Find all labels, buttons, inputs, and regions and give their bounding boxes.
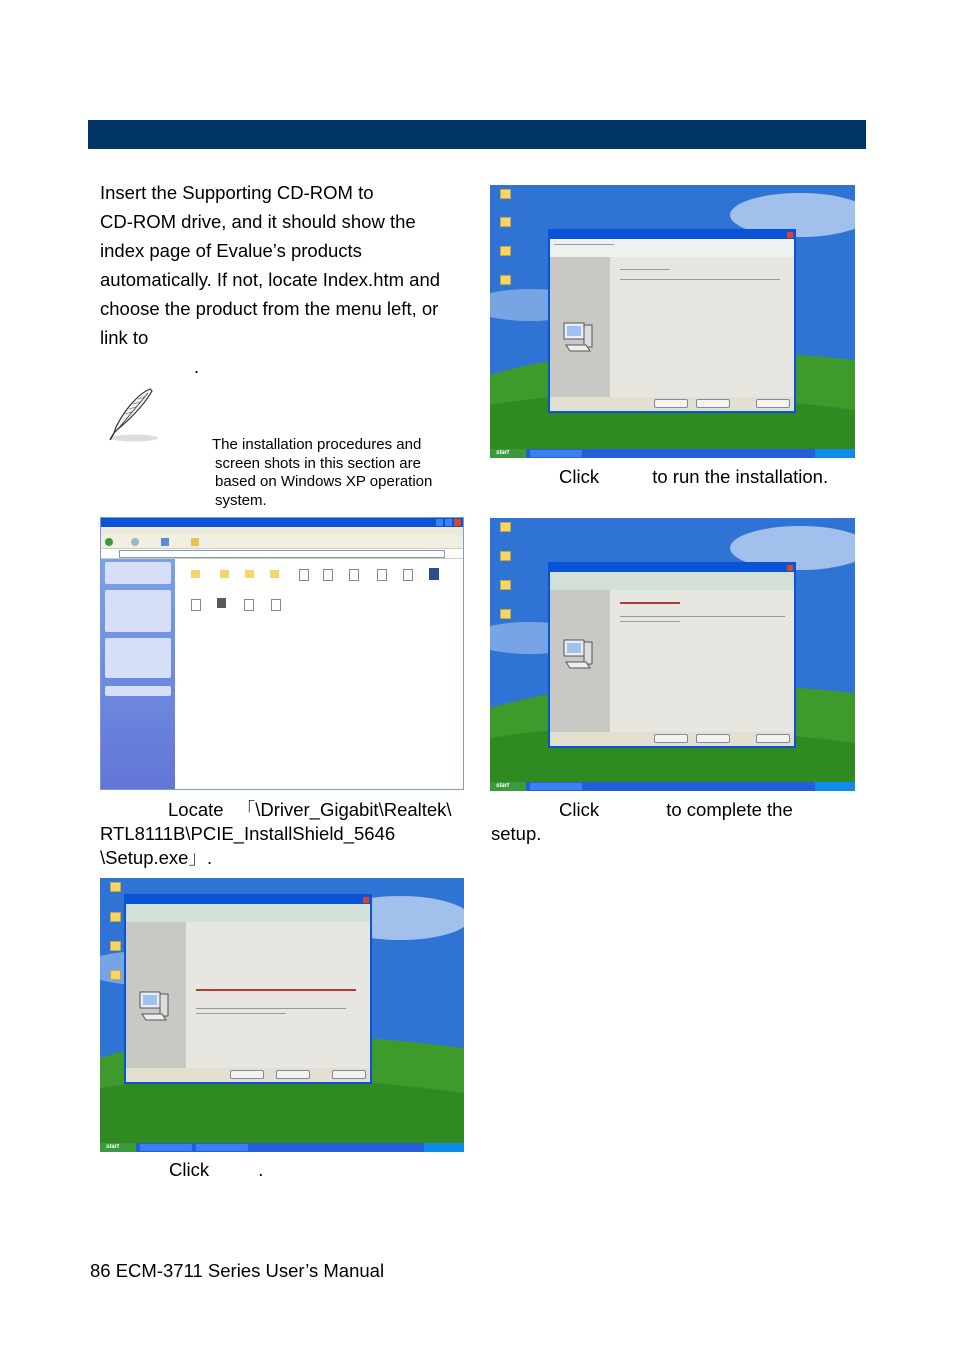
maximize-icon: [445, 519, 452, 526]
install-caption: [559, 465, 828, 489]
note-line: The installation procedures and: [212, 436, 422, 453]
explorer-screenshot: [100, 517, 464, 790]
desktop-icon: [110, 882, 121, 892]
intro-line: choose the product from the menu left, or: [100, 298, 439, 319]
intro-line: automatically. If not, locate Index.htm and: [100, 269, 441, 290]
wizard-header: [126, 904, 370, 922]
taskbar-item[interactable]: [196, 1144, 248, 1151]
task-pane: [101, 559, 175, 789]
file-icon: [403, 569, 413, 581]
wizard-window: [548, 229, 796, 413]
desktop-icon: [110, 970, 121, 980]
desktop-icon: [500, 551, 511, 561]
note-quill-icon: [100, 383, 162, 445]
note-line: based on Windows XP operation: [215, 473, 433, 490]
computer-icon: [562, 319, 596, 353]
wizard-content: [610, 257, 794, 397]
folder-icon: [191, 570, 200, 578]
start-button[interactable]: start: [490, 449, 526, 458]
folder-icon: [270, 570, 279, 578]
system-tray: [815, 449, 855, 458]
caption-suffix-line2: setup.: [491, 823, 542, 844]
back-button[interactable]: [654, 734, 688, 743]
close-icon: [787, 232, 793, 238]
click-text: Click: [169, 1159, 210, 1180]
file-icon: [377, 569, 387, 581]
desktop-icon: [110, 912, 121, 922]
intro-line: link to: [100, 327, 149, 348]
desktop-icon: [500, 522, 511, 532]
locate-caption: [100, 798, 470, 870]
intro-paragraph: [100, 178, 465, 381]
close-icon: [363, 897, 369, 903]
page-footer: 86 ECM-3711 Series User’s Manual: [90, 1260, 385, 1281]
window-titlebar: [101, 518, 463, 527]
intro-line: .: [194, 356, 200, 377]
welcome-wizard-screenshot: [100, 878, 464, 1152]
setup-exe-icon: [217, 598, 226, 608]
desktop-icon: [500, 189, 511, 199]
file-icon: [323, 569, 333, 581]
wizard-body-text: [620, 279, 780, 280]
close-icon: [787, 565, 793, 571]
next-button[interactable]: [276, 1070, 310, 1079]
desktop-icon: [110, 941, 121, 951]
locate-prefix: Locate: [168, 799, 224, 820]
note-line: screen shots in this section are: [215, 454, 421, 472]
intro-line: Insert the Supporting CD-ROM to: [100, 182, 374, 203]
wizard-footer: [550, 732, 794, 746]
wizard-heading-text: [554, 244, 614, 245]
note-text: [212, 436, 462, 510]
click-text: Click: [559, 466, 600, 487]
install-button[interactable]: [696, 399, 730, 408]
wizard-heading-text: [620, 602, 680, 604]
back-button[interactable]: [230, 1070, 264, 1079]
start-button[interactable]: start: [100, 1143, 136, 1152]
folder-icon: [220, 570, 229, 578]
taskbar-item[interactable]: [140, 1144, 192, 1151]
desktop-icon: [500, 246, 511, 256]
desktop-icon: [500, 580, 511, 590]
wizard-titlebar: [126, 896, 370, 904]
cancel-button[interactable]: [756, 399, 790, 408]
taskbar-item[interactable]: [530, 450, 582, 457]
caption-suffix: .: [258, 1159, 264, 1180]
wizard-titlebar: [550, 564, 794, 572]
wizard-header: [550, 239, 794, 257]
file-icon: [191, 599, 201, 611]
ready-to-install-screenshot: [490, 185, 855, 458]
back-button[interactable]: [654, 399, 688, 408]
desktop-icon: [500, 609, 511, 619]
wizard-body-text: [620, 621, 680, 622]
locate-path-line: 「\Driver_Gigabit\Realtek\: [236, 799, 452, 820]
wizard-window: [548, 562, 796, 748]
caption-suffix: to complete the: [666, 799, 793, 820]
click-text: Click: [559, 799, 600, 820]
computer-icon: [138, 988, 172, 1022]
toolbar: [101, 535, 463, 549]
address-bar: [101, 549, 463, 559]
intro-line: CD-ROM drive, and it should show the: [100, 211, 416, 232]
start-button[interactable]: start: [490, 782, 526, 791]
section-header-bar: [88, 120, 866, 149]
caption-suffix: to run the installation.: [652, 466, 829, 487]
wizard-content: [610, 590, 794, 732]
file-icon: [271, 599, 281, 611]
wizard-content: [186, 922, 370, 1068]
wizard-titlebar: [550, 231, 794, 239]
intro-line: index page of Evalue’s products: [100, 240, 362, 261]
wizard-footer: [550, 397, 794, 411]
finish-caption: [491, 798, 851, 846]
finish-button[interactable]: [696, 734, 730, 743]
file-icon: [299, 569, 309, 581]
system-tray: [424, 1143, 464, 1152]
cancel-button[interactable]: [332, 1070, 366, 1079]
minimize-icon: [436, 519, 443, 526]
wizard-body-text: [196, 1013, 286, 1014]
wizard-body-text: [620, 269, 670, 270]
wizard-body-text: [196, 1008, 346, 1009]
wizard-body-text: [620, 616, 785, 617]
close-icon: [454, 519, 461, 526]
desktop-icon: [500, 275, 511, 285]
desktop-icon: [500, 217, 511, 227]
locate-path-line: \Setup.exe」.: [100, 847, 213, 868]
wizard-header: [550, 572, 794, 590]
computer-icon: [562, 636, 596, 670]
setup-icon: [429, 568, 439, 580]
cancel-button[interactable]: [756, 734, 790, 743]
file-icon: [349, 569, 359, 581]
taskbar-item[interactable]: [530, 783, 582, 790]
wizard-heading-text: [196, 989, 356, 991]
system-tray: [815, 782, 855, 791]
wizard-footer: [126, 1068, 370, 1082]
folder-icon: [245, 570, 254, 578]
file-icon: [244, 599, 254, 611]
welcome-caption: [169, 1158, 263, 1182]
menu-bar: [101, 527, 463, 535]
wizard-window: [124, 894, 372, 1084]
locate-path-line: RTL8111B\PCIE_InstallShield_5646: [100, 823, 396, 844]
wizard-complete-screenshot: [490, 518, 855, 791]
note-line: system.: [215, 491, 267, 509]
